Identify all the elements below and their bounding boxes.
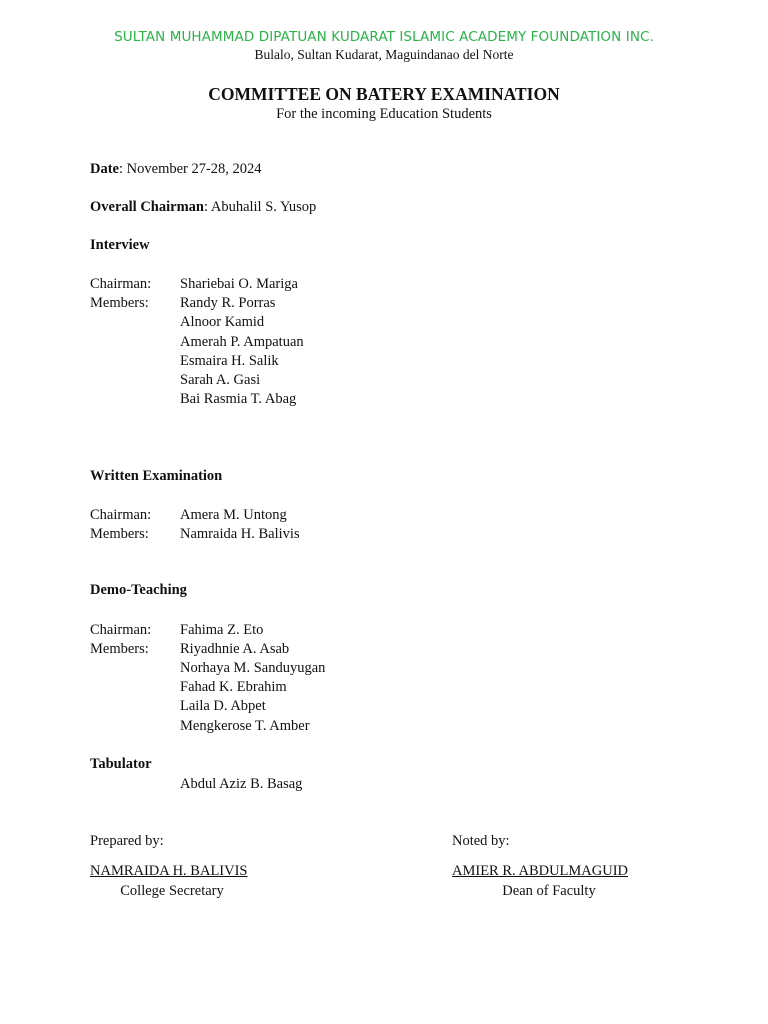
written-heading [90, 468, 222, 485]
organization-address: Bulalo, Sultan Kudarat, Maguindanao del Norte [254, 47, 514, 62]
date-label: Date [90, 161, 119, 177]
demo-member: Mengkerose T. Amber [180, 718, 310, 734]
demo-heading [90, 582, 187, 599]
noted-by-name: AMIER R. ABDULMAGUID [452, 863, 629, 879]
demo-member: Fahad K. Ebrahim [180, 679, 287, 695]
written-chairman-label: Chairman: [90, 507, 152, 523]
prepared-by-position: College Secretary [120, 883, 224, 899]
demo-member: Laila D. Abpet [180, 698, 266, 714]
overall-chairman-value: Abuhalil S. Yusop [210, 199, 317, 215]
date-line: Date: November 27-28, 2024 [90, 161, 262, 177]
noted-by-label: Noted by: [452, 833, 510, 849]
demo-chairman-label: Chairman: [90, 622, 152, 638]
interview-member: Sarah A. Gasi [180, 372, 261, 388]
demo-heading-text: Demo-Teaching [90, 582, 187, 598]
date-value: November 27-28, 2024 [126, 161, 262, 177]
overall-chairman-label: Overall Chairman [90, 199, 204, 215]
overall-chairman-line: Overall Chairman: Abuhalil S. Yusop [90, 199, 317, 215]
interview-member: Esmaira H. Salik [180, 353, 279, 369]
organization-name: SULTAN MUHAMMAD DIPATUAN KUDARAT ISLAMIC ACADEMY FOUNDATION INC. [114, 29, 654, 45]
written-member: Namraida H. Balivis [180, 526, 300, 542]
demo-chairman-name: Fahima Z. Eto [180, 622, 264, 638]
written-chairman-name: Amera M. Untong [180, 507, 287, 523]
demo-member: Riyadhnie A. Asab [180, 641, 290, 657]
interview-members-label: Members: [90, 295, 149, 311]
interview-member: Amerah P. Ampatuan [180, 334, 304, 350]
demo-members-label: Members: [90, 641, 149, 657]
prepared-by-name: NAMRAIDA H. BALIVIS [90, 863, 248, 879]
noted-by-position: Dean of Faculty [502, 883, 596, 899]
interview-heading [90, 237, 150, 254]
interview-chairman-name: Shariebai O. Mariga [180, 276, 298, 292]
interview-member: Bai Rasmia T. Abag [180, 391, 297, 407]
document-title: COMMITTEE ON BATERY EXAMINATION [208, 84, 560, 104]
demo-member: Norhaya M. Sanduyugan [180, 660, 326, 676]
prepared-by-label: Prepared by: [90, 833, 164, 849]
document-subtitle: For the incoming Education Students [276, 106, 492, 122]
tabulator-name: Abdul Aziz B. Basag [180, 776, 303, 792]
interview-heading-text: Interview [90, 237, 150, 253]
tabulator-heading [90, 756, 152, 773]
interview-chairman-label: Chairman: [90, 276, 152, 292]
written-heading-text: Written Examination [90, 468, 223, 484]
tabulator-heading-text: Tabulator [90, 756, 152, 772]
interview-member: Alnoor Kamid [180, 314, 265, 330]
written-members-label: Members: [90, 526, 149, 542]
interview-member: Randy R. Porras [180, 295, 276, 311]
